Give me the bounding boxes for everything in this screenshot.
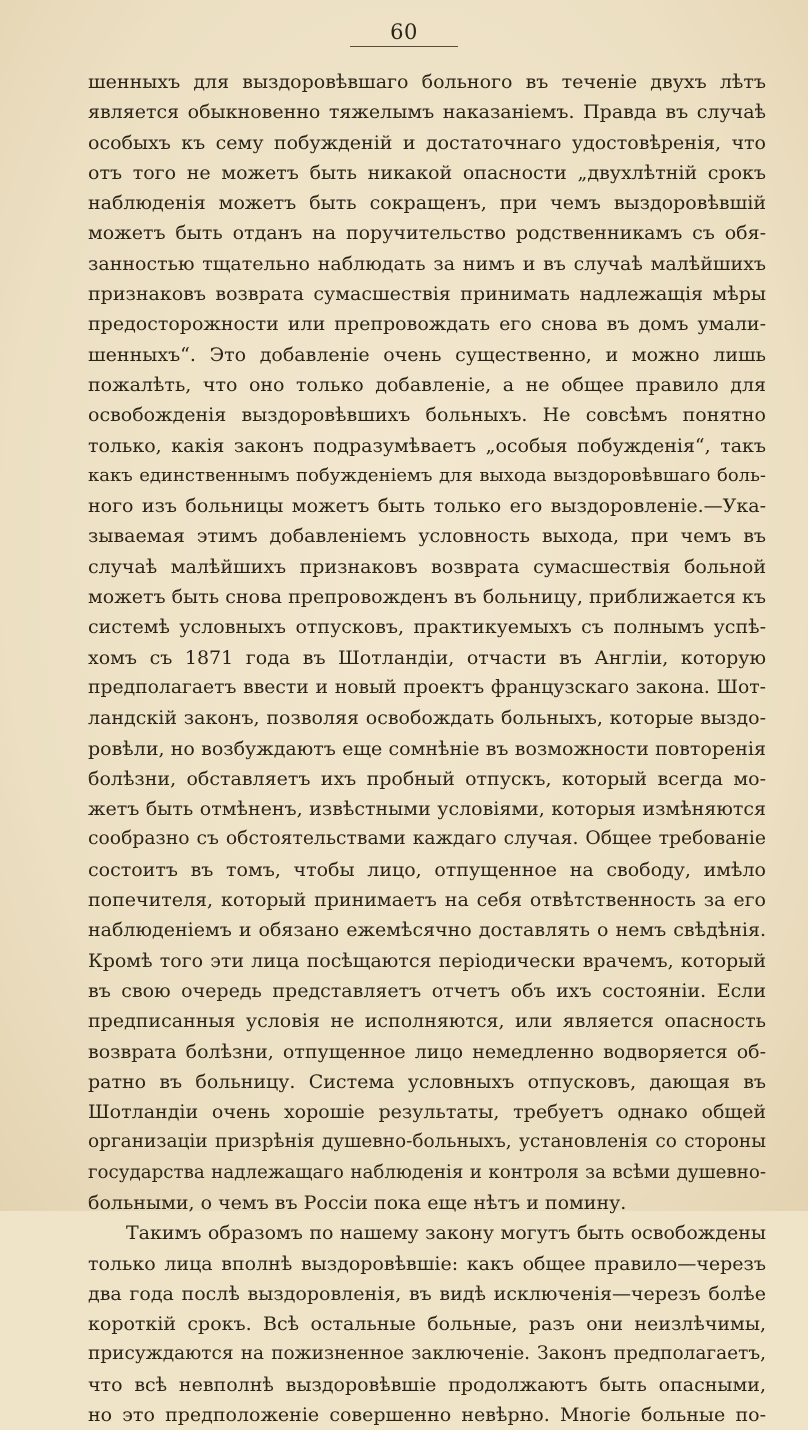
text-line: присуждаются на пожизненное заключеніе. Законъ предполагаетъ,: [88, 1343, 766, 1365]
text-line: хомъ съ 1871 года въ Шотландіи, отчасти въ Англіи, которую: [88, 646, 766, 669]
text-line: предполагаетъ ввести и новый проектъ французскаго закона. Шот-: [88, 676, 766, 698]
text-line: признаковъ возврата сумасшествія принимать надлежащія мѣры: [88, 283, 766, 306]
text-line: попечителя, который принимаетъ на себя отвѣтственность за его: [88, 889, 766, 912]
text-line: но это предположеніе совершенно невѣрно. Многіе больные по-: [88, 1404, 766, 1427]
text-line: является обыкновенно тяжелымъ наказаніемъ. Правда въ случаѣ: [88, 101, 766, 124]
text-line: организаціи призрѣнія душевно-больныхъ, установленія со стороны: [88, 1131, 766, 1153]
text-line: наблюденіемъ и обязано ежемѣсячно доставлять о немъ свѣдѣнія.: [88, 919, 766, 942]
text-line: занностью тщательно наблюдать за нимъ и въ случаѣ малѣйшихъ: [88, 252, 766, 275]
text-line: болѣзни, обставляетъ ихъ пробный отпускъ, который всегда мо-: [88, 767, 766, 790]
text-line: системѣ условныхъ отпусковъ, практикуемыхъ съ полнымъ успѣ-: [88, 616, 766, 639]
page-header: [0, 20, 808, 47]
text-line: сообразно съ обстоятельствами каждаго случая. Общее требованіе: [88, 828, 766, 850]
text-line: больными, о чемъ въ Россіи пока еще нѣтъ и помину.: [88, 1191, 627, 1214]
text-line: шенныхъ для выздоровѣвшаго больного въ теченіе двухъ лѣтъ: [88, 71, 766, 93]
text-line: предосторожности или препровождать его снова въ домъ умали-: [88, 313, 766, 336]
text-line: шенныхъ“. Это добавленіе очень существенно, и можно лишь: [88, 343, 766, 366]
text-line: пожалѣть, что оно только добавленіе, а не общее правило для: [88, 373, 766, 396]
text-line: два года послѣ выздоровленія, въ видѣ исключенія—черезъ болѣе: [88, 1282, 766, 1305]
text-line: ландскій законъ, позволяя освобождать больныхъ, которые выздо-: [88, 707, 766, 730]
text-line: зываемая этимъ добавленіемъ условность выхода, при чемъ въ: [88, 525, 766, 548]
text-line: жетъ быть отмѣненъ, извѣстными условіями, которыя измѣняются: [88, 798, 766, 821]
text-line: государства надлежащаго наблюденія и контроля за всѣми душевно-: [88, 1161, 766, 1183]
text-line: состоитъ въ томъ, чтобы лицо, отпущенное на свободу, имѣло: [88, 858, 766, 881]
text-line: только, какія законъ подразумѣваетъ „особыя побужденія“, такъ: [88, 434, 766, 457]
text-line: Шотландіи очень хорошіе результаты, требуетъ однако общей: [88, 1101, 766, 1124]
text-line: отъ того не можетъ быть никакой опасности „двухлѣтній срокъ: [88, 161, 766, 184]
text-line: что всѣ невполнѣ выздоровѣвшіе продолжаютъ быть опасными,: [88, 1373, 766, 1396]
text-line: освобожденія выздоровѣвшихъ больныхъ. Не совсѣмъ понятно: [88, 404, 766, 427]
text-line: предписанныя условія не исполняются, или является опасность: [88, 1010, 766, 1033]
text-line: случаѣ малѣйшихъ признаковъ возврата сумасшествія больной: [88, 555, 766, 578]
text-line: Кромѣ того эти лица посѣщаются періодически врачемъ, который: [88, 949, 766, 972]
text-line: возврата болѣзни, отпущенное лицо немедленно водворяется об-: [88, 1040, 766, 1063]
text-line: особыхъ къ сему побужденій и достаточнаго удостовѣренія, что: [88, 131, 766, 154]
text-line: только лица вполнѣ выздоровѣвшіе: какъ общее правило—черезъ: [88, 1252, 766, 1275]
text-line: ного изъ больницы можетъ быть только его выздоровленіе.—Ука-: [88, 495, 766, 518]
text-line: какъ единственнымъ побужденіемъ для выхода выздоровѣвшаго боль-: [88, 464, 766, 486]
text-line: Такимъ образомъ по нашему закону могутъ быть освобождены: [126, 1222, 766, 1245]
page-number: 60: [350, 20, 458, 47]
text-line: можетъ быть снова препровожденъ въ больницу, приближается къ: [88, 586, 766, 609]
text-line: въ свою очередь представляетъ отчетъ объ ихъ состояніи. Если: [88, 979, 766, 1002]
page-body-text: [88, 67, 766, 1430]
text-line: наблюденія можетъ быть сокращенъ, при чемъ выздоровѣвшій: [88, 192, 766, 215]
text-line: ровѣли, но возбуждаютъ еще сомнѣніе въ возможности повторенія: [88, 737, 766, 760]
text-line: можетъ быть отданъ на поручительство родственникамъ съ обя-: [88, 222, 766, 245]
text-line: короткій срокъ. Всѣ остальные больные, разъ они неизлѣчимы,: [88, 1313, 766, 1336]
text-line: ратно въ больницу. Система условныхъ отпусковъ, дающая въ: [88, 1070, 766, 1093]
